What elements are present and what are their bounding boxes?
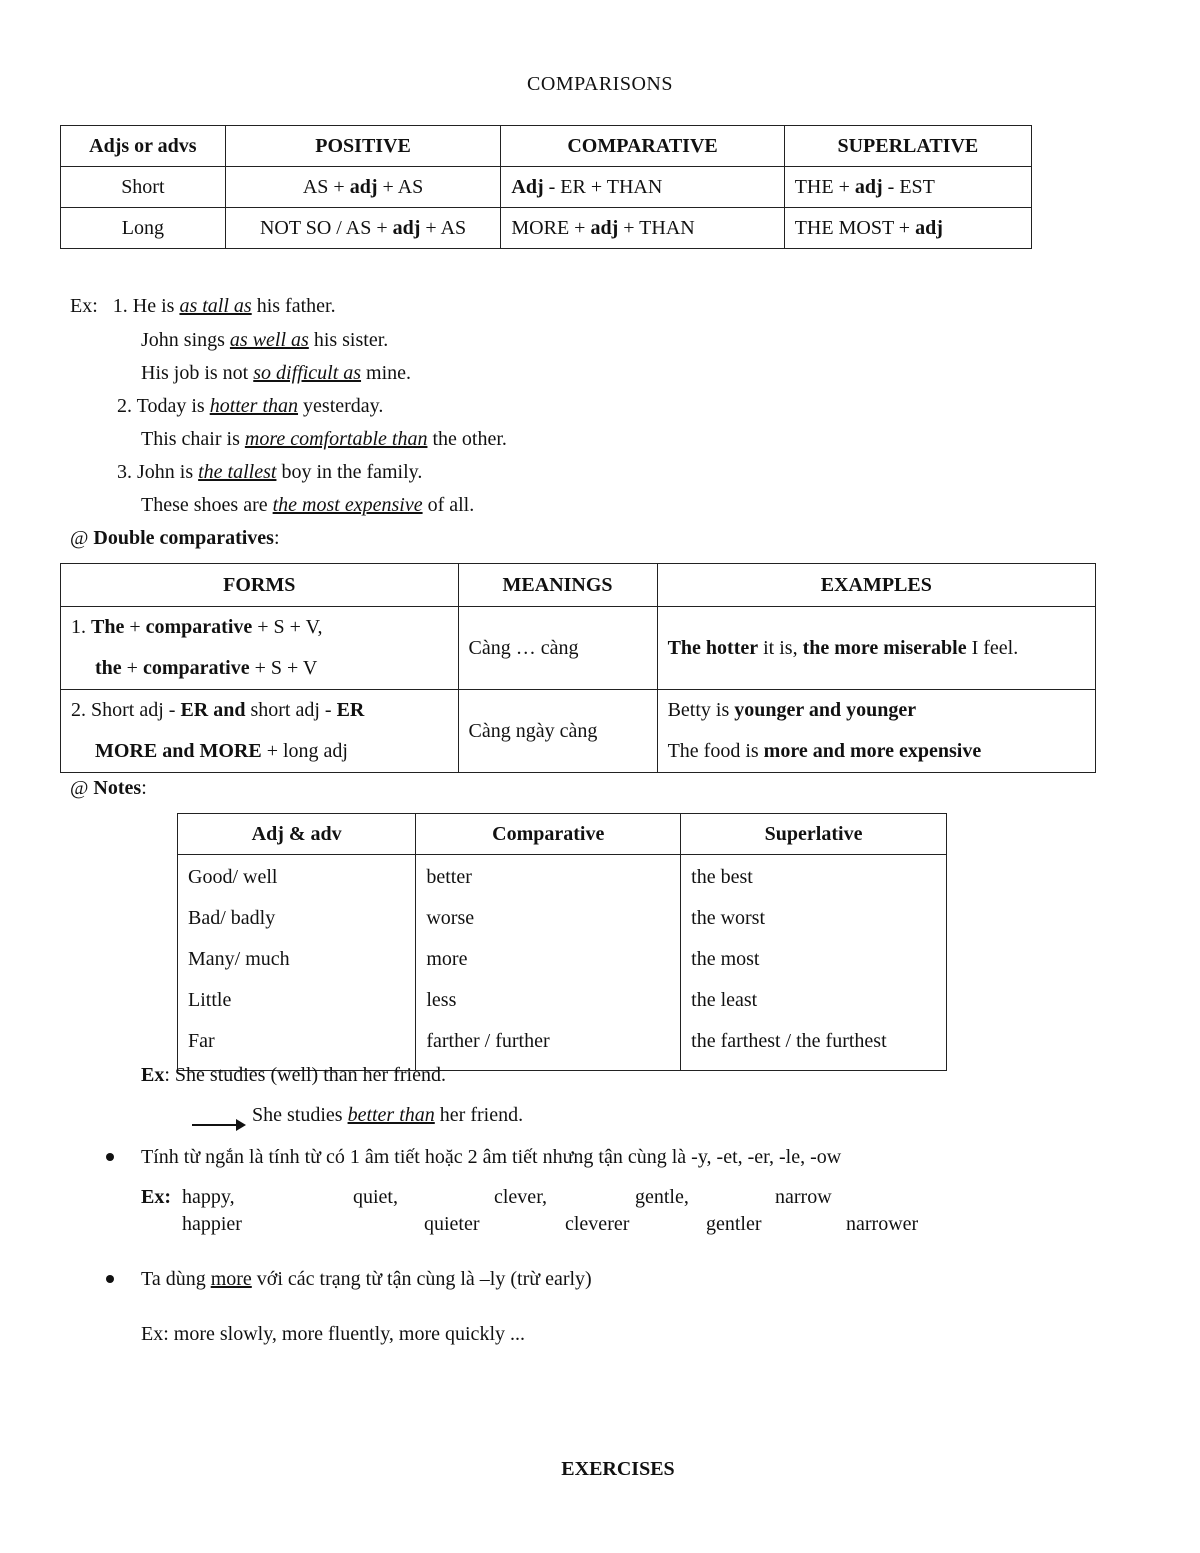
word-narrow: narrow bbox=[775, 1186, 832, 1208]
header-adj-adv: Adj & adv bbox=[178, 814, 416, 855]
superlative-long: THE MOST + adj bbox=[784, 208, 1031, 249]
table-row bbox=[61, 208, 1032, 249]
word-gentle: gentle, bbox=[635, 1186, 689, 1208]
header-comparative: COMPARATIVE bbox=[501, 126, 784, 167]
row-label-short: Short bbox=[61, 167, 226, 208]
form-quieter: quieter bbox=[424, 1213, 480, 1235]
irregular-forms-table bbox=[177, 813, 947, 1071]
example-line-3: His job is not so difficult as mine. bbox=[141, 362, 412, 384]
form-1: 1. The + comparative + S + V, the + comparative + S + V bbox=[61, 607, 459, 690]
example-2: Betty is younger and younger The food is more and more expensive bbox=[657, 690, 1095, 773]
positive-short: AS + adj + AS bbox=[225, 167, 501, 208]
table-header-row bbox=[61, 126, 1032, 167]
bullet-icon bbox=[106, 1153, 114, 1161]
table-row bbox=[61, 167, 1032, 208]
column-adj-adv: Good/ well Bad/ badly Many/ much Little Far bbox=[178, 855, 416, 1071]
positive-long: NOT SO / AS + adj + AS bbox=[225, 208, 501, 249]
example-line-6: 3. John is the tallest boy in the family. bbox=[117, 461, 423, 483]
example-line-4: 2. Today is hotter than yesterday. bbox=[117, 395, 384, 417]
form-narrower: narrower bbox=[846, 1213, 919, 1235]
meaning-1: Càng … càng bbox=[458, 607, 657, 690]
exercises-heading: EXERCISES bbox=[561, 1458, 675, 1480]
double-comparatives-heading: @ Double comparatives: bbox=[70, 527, 280, 549]
example-1: The hotter it is, the more miserable I feel. bbox=[657, 607, 1095, 690]
header-superlative: SUPERLATIVE bbox=[784, 126, 1031, 167]
table-row bbox=[178, 855, 947, 1071]
header-forms: FORMS bbox=[61, 564, 459, 607]
arrow-right-icon bbox=[192, 1124, 242, 1126]
word-quiet: quiet, bbox=[353, 1186, 398, 1208]
comparative-short: Adj - ER + THAN bbox=[501, 167, 784, 208]
row-label-long: Long bbox=[61, 208, 226, 249]
notes-example: Ex: She studies (well) than her friend. bbox=[141, 1064, 446, 1086]
notes-heading: @ Notes: bbox=[70, 777, 147, 799]
comparison-forms-table bbox=[60, 125, 1032, 249]
form-gentler: gentler bbox=[706, 1213, 762, 1235]
table-header-row bbox=[178, 814, 947, 855]
table-row bbox=[61, 607, 1096, 690]
notes-answer: She studies better than her friend. bbox=[252, 1104, 524, 1126]
bullet-icon bbox=[106, 1275, 114, 1283]
comparative-long: MORE + adj + THAN bbox=[501, 208, 784, 249]
header-superlative: Superlative bbox=[681, 814, 947, 855]
word-happy: happy, bbox=[182, 1186, 235, 1208]
header-meanings: MEANINGS bbox=[458, 564, 657, 607]
example-line-2: John sings as well as his sister. bbox=[141, 329, 389, 351]
example-line-1: Ex: 1. He is as tall as his father. bbox=[70, 295, 336, 317]
form-cleverer: cleverer bbox=[565, 1213, 630, 1235]
table-row bbox=[61, 690, 1096, 773]
example-line-7: These shoes are the most expensive of all. bbox=[141, 494, 475, 516]
column-comparative: better worse more less farther / further bbox=[416, 855, 681, 1071]
form-2: 2. Short adj - ER and short adj - ER MORE and MORE + long adj bbox=[61, 690, 459, 773]
page-title: COMPARISONS bbox=[527, 73, 673, 95]
form-happier: happier bbox=[182, 1213, 242, 1235]
example-line-5: This chair is more comfortable than the other. bbox=[141, 428, 507, 450]
column-superlative: the best the worst the most the least the farthest / the furthest bbox=[681, 855, 947, 1071]
header-adjs-advs: Adjs or advs bbox=[61, 126, 226, 167]
bullet1-ex-label: Ex: bbox=[141, 1186, 171, 1208]
header-positive: POSITIVE bbox=[225, 126, 501, 167]
superlative-short: THE + adj - EST bbox=[784, 167, 1031, 208]
header-examples: EXAMPLES bbox=[657, 564, 1095, 607]
word-clever: clever, bbox=[494, 1186, 548, 1208]
bullet-more-ly-rule: Ta dùng more với các trạng từ tận cùng là –ly (trừ early) bbox=[141, 1268, 592, 1290]
header-comparative: Comparative bbox=[416, 814, 681, 855]
bullet-short-adj-rule: Tính từ ngắn là tính từ có 1 âm tiết hoặc 2 âm tiết nhưng tận cùng là -y, -et, -er, -le, -ow bbox=[141, 1146, 842, 1168]
bullet2-example: Ex: more slowly, more fluently, more quickly ... bbox=[141, 1323, 525, 1345]
double-comparatives-table bbox=[60, 563, 1096, 773]
table-header-row bbox=[61, 564, 1096, 607]
meaning-2: Càng ngày càng bbox=[458, 690, 657, 773]
